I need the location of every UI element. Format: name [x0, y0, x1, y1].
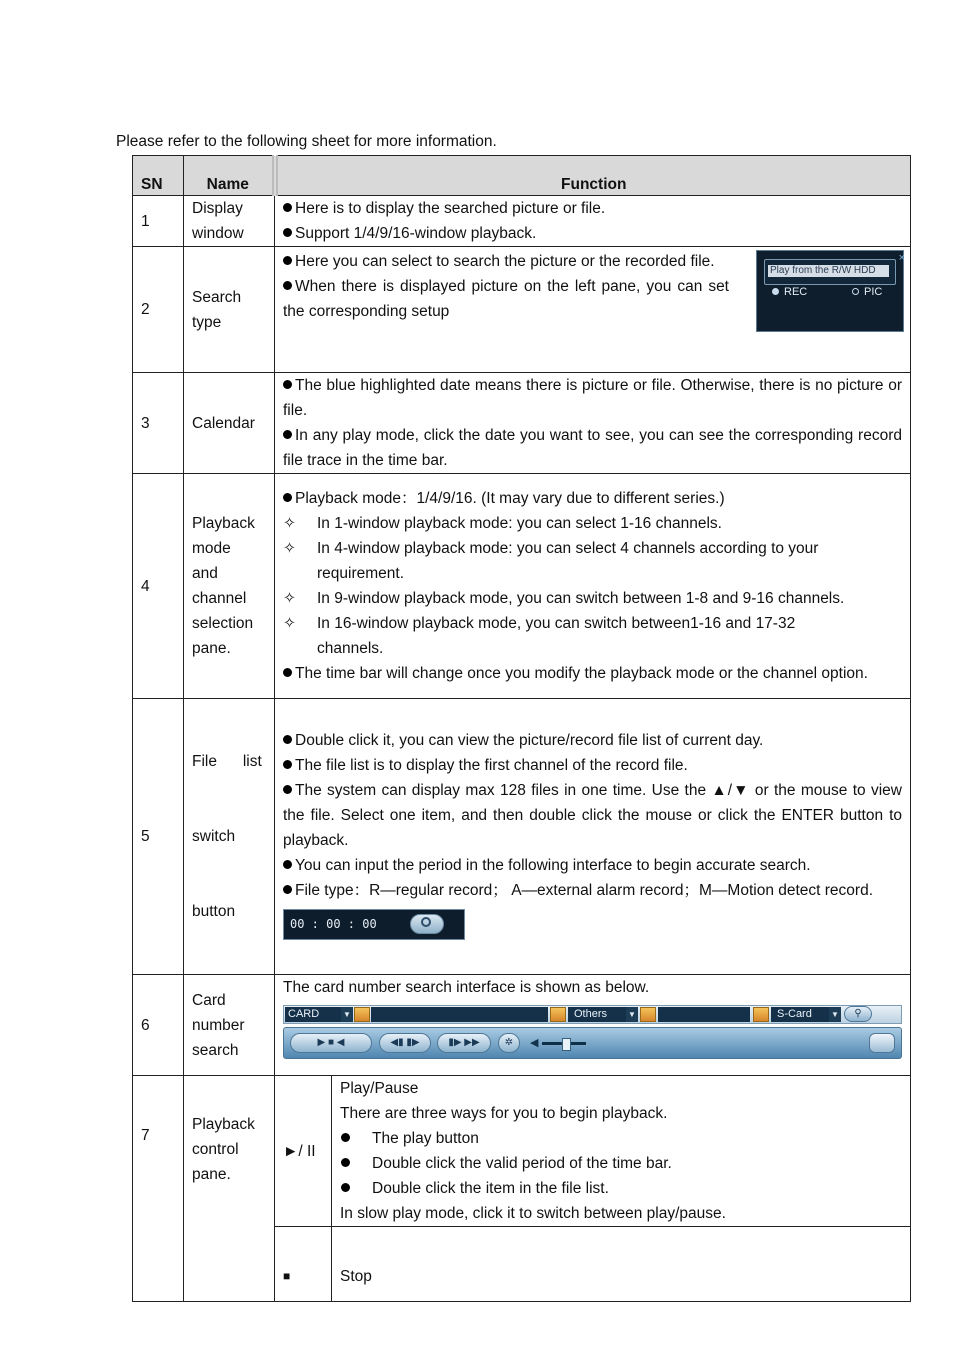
name-line: pane.	[192, 640, 231, 657]
card-icon	[354, 1007, 370, 1022]
row-function	[275, 373, 911, 474]
slow-fast-buttons[interactable]: ◀▮ ▮▶	[379, 1033, 431, 1053]
fullscreen-icon[interactable]	[869, 1033, 895, 1053]
four-point-star-icon: ✧	[283, 540, 296, 557]
bullet-icon	[283, 430, 292, 439]
chevron-down-icon[interactable]: ▼	[341, 1007, 353, 1022]
name-line: Search	[192, 288, 242, 306]
row-function	[275, 196, 911, 247]
name-line: channel	[192, 590, 247, 607]
select-value: Play from the R/W HDD	[768, 265, 889, 277]
name-line: Playback	[192, 515, 255, 532]
header-sn: SN	[133, 156, 184, 196]
search-button[interactable]	[410, 914, 444, 934]
row-sn	[133, 1076, 184, 1302]
bullet-icon	[341, 1158, 350, 1167]
bullet-icon	[283, 885, 292, 894]
bullet-icon	[283, 760, 292, 769]
bullet-icon	[283, 860, 292, 869]
play-pause-icon: ►/ II	[275, 1076, 332, 1227]
scard-icon	[753, 1007, 769, 1022]
row-name	[184, 975, 275, 1076]
volume-icon: ◀	[530, 1037, 539, 1049]
bullet-text: The time bar will change once you modify the playback mode or the channel option.	[295, 665, 868, 682]
row-sn: 2	[133, 247, 184, 373]
table-row	[133, 474, 911, 699]
bullet-icon	[283, 380, 292, 389]
diamond-item: ✧ In 16-window playback mode, you can switch between1-16 and 17-32 channels.	[283, 611, 902, 661]
card-search-panel	[283, 1005, 902, 1059]
radio-pic[interactable]	[852, 285, 882, 299]
intro-text: Please refer to the following sheet for more information.	[116, 133, 497, 150]
card-type-select[interactable]: CARD	[285, 1007, 341, 1022]
card-number-input[interactable]	[371, 1007, 548, 1022]
row-sn: 1	[133, 196, 184, 247]
others-input[interactable]	[658, 1007, 750, 1022]
row-sn: 5	[133, 699, 184, 975]
bullet-text: Double click it, you can view the picture/record file list of current day.	[295, 731, 764, 749]
sn-text: 7	[141, 1127, 150, 1144]
name-line: and	[192, 565, 218, 582]
header-name: Name	[184, 156, 275, 196]
bullet-text: The file list is to display the first channel of the record file.	[295, 756, 688, 774]
table-row	[133, 699, 911, 975]
control-title: Play/Pause	[340, 1080, 419, 1097]
bullet-icon	[283, 228, 292, 237]
bullet-icon	[341, 1183, 350, 1192]
name-line: control	[192, 1141, 239, 1158]
chevron-down-icon[interactable]: ▼	[626, 1007, 638, 1022]
four-point-star-icon: ✧	[283, 590, 296, 607]
header-row	[133, 156, 911, 196]
bullet-icon	[283, 785, 292, 794]
name-line: File list	[192, 753, 262, 770]
others-edit-icon	[640, 1007, 656, 1022]
bullet-text: The play button	[372, 1130, 479, 1147]
row-function	[275, 699, 911, 975]
others-select[interactable]: Others	[568, 1007, 626, 1022]
bullet-icon	[283, 203, 292, 212]
stop-icon: ■	[275, 1227, 332, 1302]
bullet-text: You can input the period in the following interface to begin accurate search.	[295, 856, 811, 874]
bullet-text: The system can display max 128 files in one time. Use the ▲/▼ or the mouse to view the file. Select one item, and then double click the mouse or click the ENTER button to playback.	[283, 781, 902, 849]
search-icon	[421, 917, 431, 927]
search-icon[interactable]: ⚲	[844, 1006, 872, 1022]
row-function	[275, 474, 911, 699]
radio-empty-icon	[852, 288, 859, 295]
bullet-text: Double click the item in the file list.	[372, 1180, 609, 1197]
row-name	[184, 1076, 275, 1302]
name-line: selection	[192, 615, 254, 632]
name-line: Playback	[192, 1116, 255, 1133]
radio-selected-icon	[772, 288, 779, 295]
four-point-star-icon: ✧	[283, 515, 296, 532]
close-icon[interactable]: ×	[898, 252, 905, 264]
table-row	[133, 1076, 911, 1227]
row-name	[184, 247, 275, 373]
four-point-star-icon: ✧	[283, 615, 296, 632]
others-icon	[550, 1007, 566, 1022]
row-name	[184, 196, 275, 247]
bullet-text: Here you can select to search the picture or the recorded file.	[295, 253, 715, 270]
name-line: pane.	[192, 1166, 231, 1183]
row-sn: 6	[133, 975, 184, 1076]
search-type-panel	[756, 250, 904, 332]
control-note: In slow play mode, click it to switch between play/pause.	[340, 1205, 726, 1222]
playback-toolbar	[283, 1027, 902, 1059]
volume-knob[interactable]	[562, 1038, 571, 1051]
name-line: search	[192, 1041, 239, 1059]
name-line: number	[192, 1016, 245, 1034]
fisheye-icon[interactable]: ✲	[498, 1033, 520, 1053]
time-input[interactable]: 00 : 00 : 00	[290, 916, 377, 931]
card-intro: The card number search interface is shown as below.	[283, 979, 650, 996]
control-title: Stop	[332, 1227, 911, 1302]
table-row	[133, 196, 911, 247]
chevron-down-icon[interactable]: ▼	[829, 1007, 841, 1022]
row-name	[184, 474, 275, 699]
search-source-select[interactable]	[764, 259, 896, 285]
play-stop-rewind-buttons[interactable]: ▶ ■ ◀	[290, 1033, 372, 1053]
bullet-text: Here is to display the searched picture or file.	[295, 200, 606, 217]
function-sheet	[132, 155, 911, 1302]
row-function	[275, 247, 911, 373]
name-line: mode	[192, 540, 231, 557]
bullet-text: Playback mode：1/4/9/16. (It may vary due to different series.)	[295, 490, 725, 507]
name-line: Calendar	[192, 414, 255, 432]
bullet-icon	[283, 281, 292, 290]
bullet-text: File type：R—regular record； A—external alarm record；M—Motion detect record.	[295, 881, 874, 899]
bullet-icon	[283, 493, 292, 502]
radio-label: PIC	[864, 286, 883, 298]
name-line: button	[192, 903, 236, 920]
time-search-panel	[283, 909, 465, 940]
name-line: window	[192, 225, 244, 242]
table-row	[133, 247, 911, 373]
diamond-item: ✧ In 1-window playback mode: you can select 1-16 channels.	[283, 511, 902, 536]
name-line: switch	[192, 828, 236, 845]
bullet-icon	[341, 1133, 350, 1142]
table-row	[133, 975, 911, 1076]
row-sn: 4	[133, 474, 184, 699]
diamond-item: ✧ In 4-window playback mode: you can select 4 channels according to your requirement.	[283, 536, 902, 586]
bullet-icon	[283, 256, 292, 265]
radio-label: REC	[784, 286, 808, 298]
name-line: Display	[192, 200, 243, 217]
scard-select[interactable]: S-Card	[771, 1007, 829, 1022]
bullet-text: The blue highlighted date means there is picture or file. Otherwise, there is no picture or file.	[283, 377, 902, 419]
row-sn: 3	[133, 373, 184, 474]
radio-rec[interactable]	[772, 285, 807, 299]
diamond-item: ✧ In 9-window playback mode, you can switch between 1-8 and 9-16 channels.	[283, 586, 902, 611]
table-row	[133, 373, 911, 474]
frame-step-buttons[interactable]: ▮▶ ▶▶	[437, 1033, 491, 1053]
name-line: Card	[192, 991, 226, 1009]
card-search-bar	[283, 1005, 902, 1024]
name-line: type	[192, 313, 222, 331]
row-name	[184, 699, 275, 975]
bullet-text: When there is displayed picture on the left pane, you can set the corresponding setup	[283, 278, 729, 320]
bullet-icon	[283, 668, 292, 677]
control-intro: There are three ways for you to begin playback.	[340, 1105, 668, 1122]
row-name	[184, 373, 275, 474]
control-description	[332, 1076, 911, 1227]
bullet-icon	[283, 735, 292, 744]
header-function: Function	[275, 156, 911, 196]
row-function	[275, 975, 911, 1076]
bullet-text: Double click the valid period of the time bar.	[372, 1155, 672, 1172]
bullet-text: In any play mode, click the date you want to see, you can see the corresponding record file trace in the time bar.	[283, 427, 902, 469]
bullet-text: Support 1/4/9/16-window playback.	[295, 225, 537, 242]
